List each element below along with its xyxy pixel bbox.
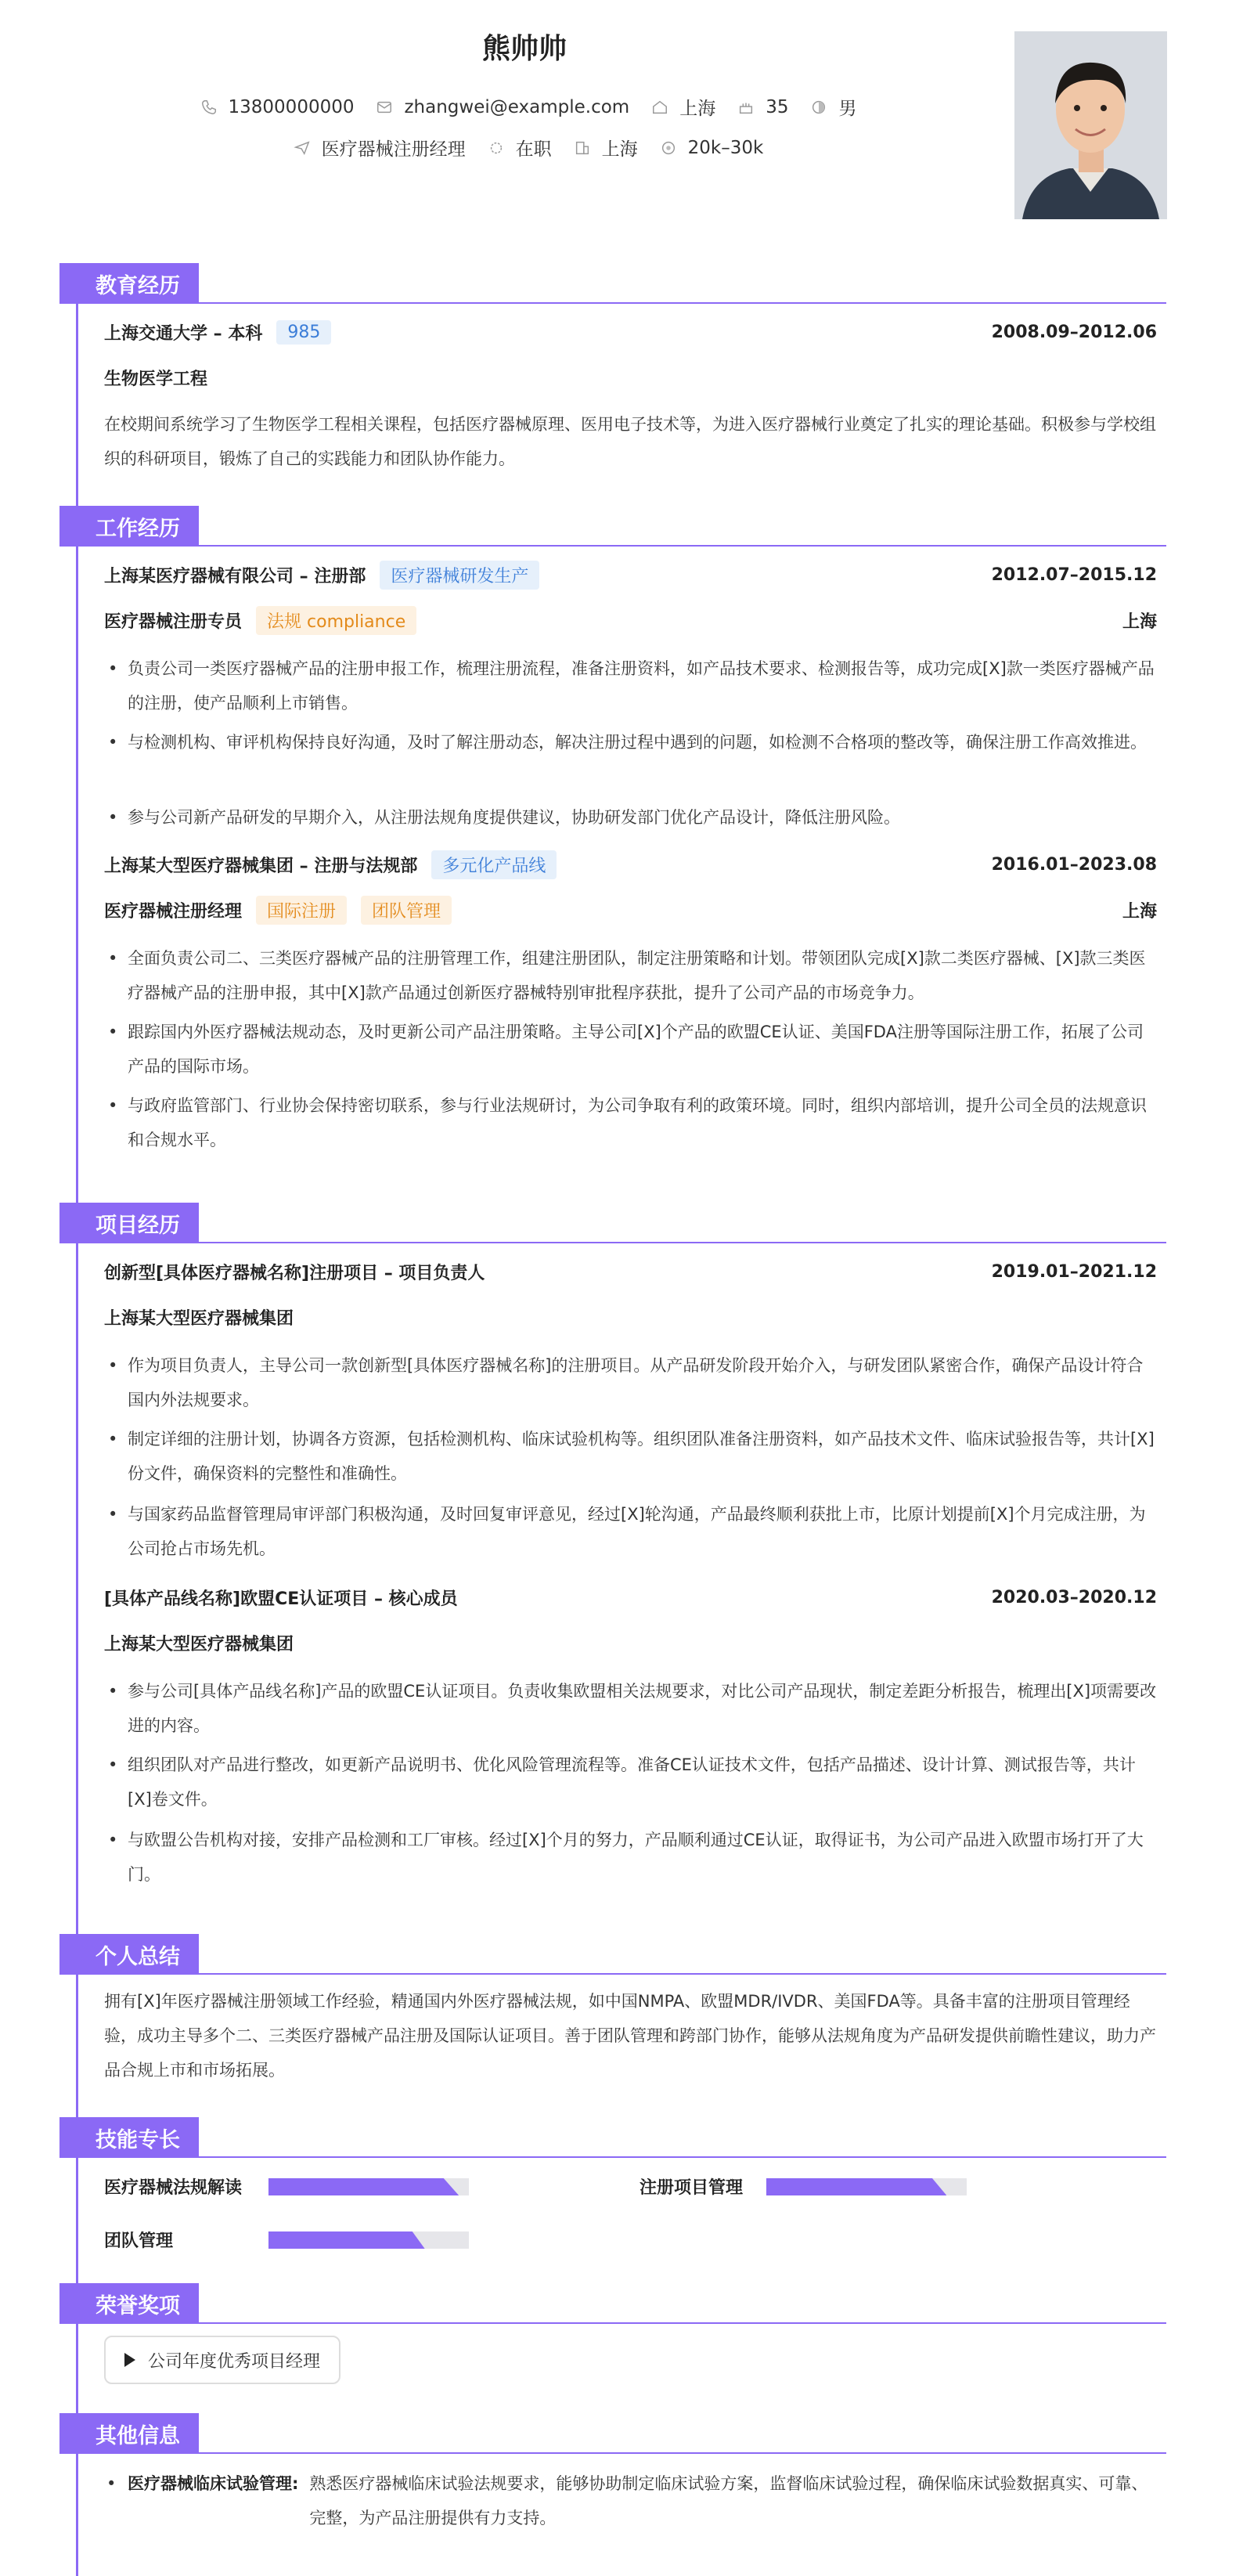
other-item: [104, 2466, 1157, 2535]
project-org-row-2: [104, 1629, 1157, 1657]
company-name: 上海某大型医疗器械集团 – 注册与法规部: [104, 856, 418, 876]
status-text: 在职: [515, 139, 552, 160]
school-tag: 985: [276, 320, 331, 345]
role-tag: 团队管理: [361, 896, 452, 925]
role-tag: 国际注册: [256, 896, 347, 925]
section-divider: [199, 1242, 1166, 1243]
coin-icon: [660, 139, 677, 157]
role-tag: 法规 compliance: [256, 606, 416, 635]
section-divider: [199, 2322, 1166, 2324]
project-title: [具体产品线名称]欧盟CE认证项目 – 核心成员: [104, 1589, 458, 1609]
play-icon: [124, 2353, 135, 2367]
phone-item: [200, 97, 355, 117]
list-item: • 与检测机构、审评机构保持良好沟通，及时了解注册动态，解决注册过程中遇到的问题，如检测不合格项的整改等，确保注册工作高效推进。: [104, 725, 1157, 759]
work-role-row-2: [104, 896, 1157, 924]
skill-bar: [268, 2231, 469, 2249]
award-chip[interactable]: [104, 2336, 340, 2384]
school-name: 上海交通大学 – 本科: [104, 323, 263, 344]
position-item: [294, 135, 466, 161]
section-divider: [199, 2452, 1166, 2454]
company-tag: 医疗器械研发生产: [380, 561, 539, 590]
contact-line: [0, 94, 1057, 120]
list-item: • 参与公司[具体产品线名称]产品的欧盟CE认证项目。负责收集欧盟相关法规要求，对比公司产品现状，制定差距分析报告，梳理出[X]项需要改进的内容。: [104, 1674, 1157, 1743]
list-item: • 组织团队对产品进行整改，如更新产品说明书、优化风险管理流程等。准备CE认证技术文件，包括产品描述、设计计算、测试报告等，共计[X]卷文件。: [104, 1748, 1157, 1817]
section-divider: [199, 302, 1166, 304]
project-date: 2019.01–2021.12: [991, 1261, 1157, 1282]
mail-icon: [376, 99, 393, 116]
work-header-2: [104, 850, 1157, 879]
section-projects-title: 项目经历: [59, 1203, 199, 1243]
skill-bar-fill: [268, 2178, 459, 2195]
location-text: 上海: [679, 99, 716, 119]
education-date: 2008.09–2012.06: [991, 322, 1157, 342]
list-item: • 与欧盟公告机构对接，安排产品检测和工厂审核。经过[X]个月的努力，产品顺利通过CE认证，取得证书，为公司产品进入欧盟市场打开了大门。: [104, 1823, 1157, 1892]
section-education-title: 教育经历: [59, 263, 199, 304]
email-text: zhangwei@example.com: [404, 96, 630, 117]
summary-text: 拥有[X]年医疗器械注册领域工作经验，精通国内外医疗器械法规，如中国NMPA、欧盟MDR/IVDR、美国FDA等。具备丰富的注册项目管理经验，成功主导多个二、三类医疗器械产品注册及国际认证项目。善于团队管理和跨部门协作，能够从法规角度为产品研发提供前瞻性建议，助力产品合规上市和市场拓展。: [104, 1992, 1156, 2080]
section-skills-title: 技能专长: [59, 2117, 199, 2158]
age-item: [737, 97, 788, 117]
timeline-line: [76, 272, 78, 2576]
salary-item: [660, 138, 764, 158]
project-org-row-1: [104, 1303, 1157, 1331]
skill-bar: [268, 2178, 469, 2195]
job-line: [0, 135, 1057, 161]
bullet-dot: •: [106, 2474, 117, 2493]
section-divider: [199, 545, 1166, 547]
phone-icon: [200, 99, 218, 116]
skill-bar-fill: [268, 2231, 425, 2249]
candidate-name: 熊帅帅: [481, 33, 567, 65]
education-header: [104, 318, 1157, 346]
city-item: [574, 135, 638, 161]
list-item: • 与国家药品监督管理局审评部门积极沟通，及时回复审评意见，经过[X]轮沟通，产品最终顺利获批上市，比原计划提前[X]个月完成注册，为公司抢占市场先机。: [104, 1497, 1157, 1566]
home-icon: [651, 99, 668, 116]
status-item: [488, 135, 552, 161]
role-title: 医疗器械注册专员: [104, 612, 243, 632]
project-title: 创新型[具体医疗器械名称]注册项目 – 项目负责人: [104, 1263, 485, 1283]
list-item: • 与政府监管部门、行业协会保持密切联系，参与行业法规研讨，为公司争取有利的政策环境。同时，组织内部培训，提升公司全员的法规意识和合规水平。: [104, 1088, 1157, 1157]
list-item: • 负责公司一类医疗器械产品的注册申报工作，梳理注册流程，准备注册资料，如产品技术要求、检测报告等，成功完成[X]款一类医疗器械产品的注册，使产品顺利上市销售。: [104, 651, 1157, 720]
award-label: 公司年度优秀项目经理: [148, 2351, 321, 2372]
send-icon: [294, 139, 311, 157]
position-text: 医疗器械注册经理: [321, 139, 466, 160]
list-item: • 作为项目负责人，主导公司一款创新型[具体医疗器械名称]的注册项目。从产品研发阶段开始介入，与研发团队紧密合作，确保产品设计符合国内外法规要求。: [104, 1348, 1157, 1417]
section-awards-title: 荣誉奖项: [59, 2283, 199, 2324]
project-org: 上海某大型医疗器械集团: [104, 1634, 294, 1654]
gender-text: 男: [838, 99, 857, 119]
city-text: 上海: [601, 139, 638, 160]
work-role-row-1: [104, 606, 1157, 634]
section-divider: [199, 1973, 1166, 1975]
skill-name: 团队管理: [104, 2231, 174, 2251]
salary-text: 20k–30k: [687, 137, 764, 158]
company-name: 上海某医疗器械有限公司 – 注册部: [104, 566, 366, 586]
company-tag: 多元化产品线: [431, 850, 557, 879]
work-location: 上海: [1122, 612, 1157, 632]
skill-bar-fill: [766, 2178, 946, 2195]
section-other-title: 其他信息: [59, 2413, 199, 2454]
work-header-1: [104, 561, 1157, 589]
work-date: 2016.01–2023.08: [991, 854, 1157, 875]
skill-name: 医疗器械法规解读: [104, 2177, 243, 2198]
skill-bar: [766, 2178, 967, 2195]
section-divider: [199, 2156, 1166, 2158]
work-date: 2012.07–2015.12: [991, 565, 1157, 585]
project-date: 2020.03–2020.12: [991, 1587, 1157, 1607]
other-text: 熟悉医疗器械临床试验法规要求，能够协助制定临床试验方案，监督临床试验过程，确保临床试验数据真实、可靠、完整，为产品注册提供有力支持。: [309, 2474, 1148, 2527]
education-major-row: [104, 363, 1157, 391]
building-icon: [574, 139, 591, 157]
major: 生物医学工程: [104, 369, 208, 389]
work-location: 上海: [1122, 901, 1157, 922]
list-item: • 参与公司新产品研发的早期介入，从注册法规角度提供建议，协助研发部门优化产品设计，降低注册风险。: [104, 800, 1157, 835]
location-item: [651, 94, 715, 120]
education-desc: 在校期间系统学习了生物医学工程相关课程，包括医疗器械原理、医用电子技术等，为进入医疗器械行业奠定了扎实的理论基础。积极参与学校组织的科研项目，锻炼了自己的实践能力和团队协作能力。: [104, 415, 1156, 468]
role-title: 医疗器械注册经理: [104, 901, 243, 922]
gender-item: [810, 94, 856, 120]
other-label: 医疗器械临床试验管理:: [128, 2474, 299, 2493]
resume-header: [0, 0, 1243, 235]
section-work-title: 工作经历: [59, 506, 199, 547]
project-header-1: [104, 1257, 1157, 1286]
section-summary-title: 个人总结: [59, 1934, 199, 1975]
phone-text: 13800000000: [228, 96, 355, 117]
list-item: • 制定详细的注册计划，协调各方资源，包括检测机构、临床试验机构等。组织团队准备注册资料，如产品技术文件、临床试验报告等，共计[X]份文件，确保资料的完整性和准确性。: [104, 1422, 1157, 1491]
gender-icon: [810, 99, 827, 116]
project-org: 上海某大型医疗器械集团: [104, 1308, 294, 1329]
profile-photo: [1014, 31, 1167, 219]
project-header-2: [104, 1583, 1157, 1611]
cake-icon: [737, 99, 755, 116]
list-item: • 全面负责公司二、三类医疗器械产品的注册管理工作，组建注册团队，制定注册策略和计划。带领团队完成[X]款二类医疗器械、[X]款三类医疗器械产品的注册申报，其中[X]款产品通过创新医疗器械特别审批程序获批，提升了公司产品的市场竞争力。: [104, 941, 1157, 1010]
email-item: [376, 97, 629, 117]
status-icon: [488, 139, 505, 157]
skill-name: 注册项目管理: [640, 2177, 744, 2198]
age-text: 35: [766, 96, 789, 117]
list-item: • 跟踪国内外医疗器械法规动态，及时更新公司产品注册策略。主导公司[X]个产品的欧盟CE认证、美国FDA注册等国际注册工作，拓展了公司产品的国际市场。: [104, 1015, 1157, 1084]
